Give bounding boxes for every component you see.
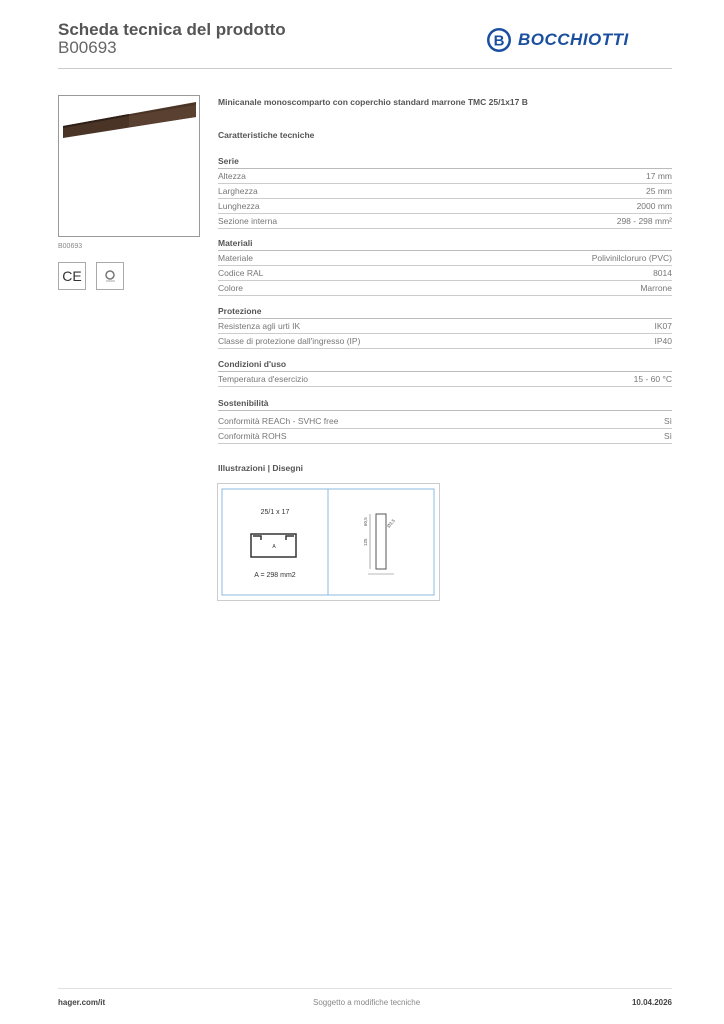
product-code: B00693 [58, 38, 117, 57]
section-title: Serie [218, 155, 672, 169]
spec-row: Conformità REACh - SVHC free Sì [218, 414, 672, 429]
footer-date: 10.04.2026 [631, 998, 672, 1007]
section-condizioni [218, 358, 672, 387]
bocchiotti-logo [486, 27, 629, 53]
product-image [58, 95, 200, 237]
section-materiali [218, 237, 672, 296]
section-serie [218, 155, 672, 229]
spec-row: Resistenza agli urti IK IK07 [218, 319, 672, 334]
spec-row: Conformità ROHS Sì [218, 429, 672, 444]
certification-icon [96, 262, 124, 290]
section-title: Condizioni d'uso [218, 358, 672, 372]
image-caption: B00693 [58, 243, 83, 250]
spec-row: Altezza 17 mm [218, 169, 672, 184]
logo-text: BOCCHIOTTI [518, 30, 629, 49]
section-sostenibilita [218, 397, 672, 444]
illustrations-title: Illustrazioni | Disegni [218, 463, 304, 473]
section-label: 25/1 x 17 [260, 509, 290, 516]
ce-mark-icon: CE [58, 262, 86, 290]
spec-row: Materiale Polivinilcloruro (PVC) [218, 251, 672, 266]
section-title: Materiali [218, 237, 672, 251]
technical-drawing [217, 483, 440, 601]
spec-row: Classe di protezione dall'ingresso (IP) IP40 [218, 334, 672, 349]
svg-text:Ø3,5: Ø3,5 [385, 517, 397, 529]
header-divider [58, 68, 672, 69]
spec-row: Larghezza 25 mm [218, 184, 672, 199]
specs-title: Caratteristiche tecniche [218, 130, 315, 140]
svg-text:60,5: 60,5 [363, 517, 368, 526]
svg-text:B: B [493, 32, 505, 50]
product-description: Minicanale monoscomparto con coperchio standard marrone TMC 25/1x17 B [218, 97, 528, 107]
spec-row: Colore Marrone [218, 281, 672, 296]
logo-b-icon [486, 27, 512, 53]
area-label: A = 298 mm2 [254, 572, 296, 579]
section-protezione [218, 305, 672, 349]
spec-row: Codice RAL 8014 [218, 266, 672, 281]
svg-text:A: A [272, 544, 276, 550]
section-title: Protezione [218, 305, 672, 319]
section-title: Sostenibilità [218, 397, 672, 411]
svg-text:125: 125 [363, 538, 368, 546]
footer-divider [58, 988, 672, 989]
spec-row: Sezione interna 298 - 298 mm² [218, 214, 672, 229]
spec-row: Temperatura d'esercizio 15 - 60 °C [218, 372, 672, 387]
footer-note: Soggetto a modifiche tecniche [313, 998, 421, 1007]
spec-row: Lunghezza 2000 mm [218, 199, 672, 214]
footer-website[interactable]: hager.com/it [58, 998, 106, 1007]
page-title: Scheda tecnica del prodotto [58, 20, 286, 39]
